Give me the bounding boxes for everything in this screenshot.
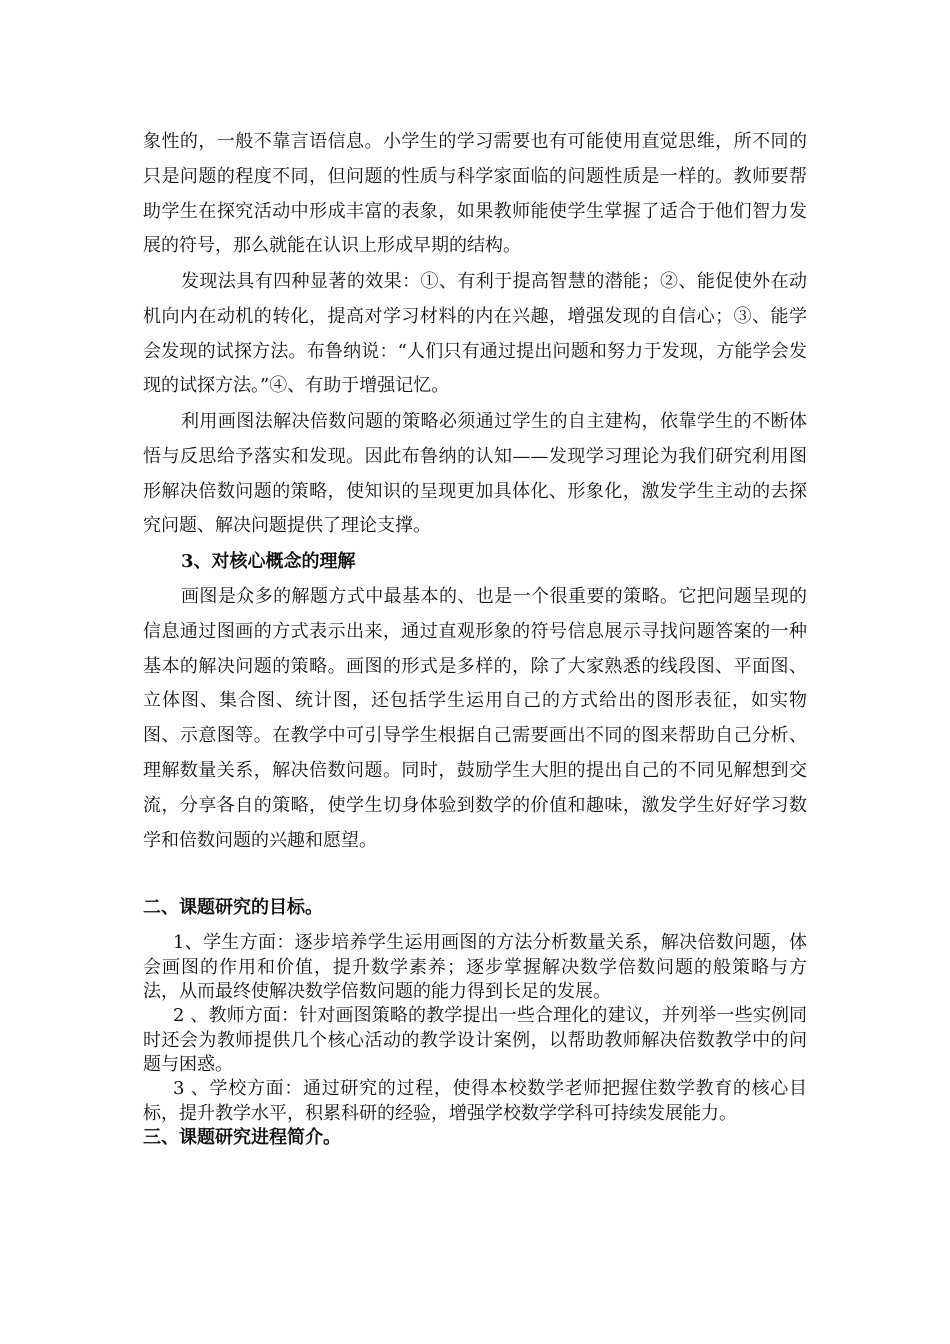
section-heading-progress: 三、课题研究进程简介。 [143,1127,341,1148]
paragraph-discovery-effects: 发现法具有四种显著的效果：①、有利于提高智慧的潜能；②、能促使外在动机向内在动机的转化，提高对学习材料的内在兴趣，增强发现的自信心；③、能学会发现的试探方法。布鲁纳说：“人们只有通过提出问题和努力于发现，方能学会发现的试探方法。”④、有助于增强记忆。 [143,271,807,397]
paragraph-drawing-strategy: 利用画图法解决倍数问题的策略必须通过学生的自主建构，依靠学生的不断体悟与反思给予落实和发现。因此布鲁纳的认知——发现学习理论为我们研究利用图形解决倍数问题的策略，使知识的呈现更加具体化、形象化，激发学生主动的去探究问题、解决问题提供了理论支撑。 [143,411,807,537]
goal-school: 3 、学校方面：通过研究的过程，使得本校数学老师把握住数学教育的核心目标，提升教学水平，积累科研的经验，增强学校数学学科可持续发展能力。 [143,1078,807,1124]
goal-students: 1、学生方面：逐步培养学生运用画图的方法分析数量关系，解决倍数问题，体会画图的作用和价值，提升数学素养；逐步掌握解决数学倍数问题的般策略与方法，从而最终使解决数学倍数问题的能力得到长足的发展。 [143,932,807,1002]
subheading-core-concept: 3、对核心概念的理解 [181,551,356,572]
paragraph-core-concept: 画图是众多的解题方式中最基本的、也是一个很重要的策略。它把问题呈现的信息通过图画的方式表示出来，通过直观形象的符号信息展示寻找问题答案的一种基本的解决问题的策略。画图的形式是多样的，除了大家熟悉的线段图、平面图、立体图、集合图、统计图，还包括学生运用自己的方式给出的图形表征，如实物图、示意图等。在教学中可引导学生根据自己需要画出不同的图来帮助自己分析、理解数量关系，解决倍数问题。同时，鼓励学生大胆的提出自己的不同见解想到交流，分享各自的策略，使学生切身体验到数学的价值和趣味，激发学生好好学习数学和倍数问题的兴趣和愿望。 [143,586,807,851]
goal-teachers: 2 、教师方面：针对画图策略的教学提出一些合理化的建议，并列举一些实例同时还会为教师提供几个核心活动的教学设计案例，以帮助教师解决倍数教学中的问题与困惑。 [143,1005,807,1075]
section-heading-goals: 二、课题研究的目标。 [143,897,323,918]
paragraph-intuitive-thinking: 象性的，一般不靠言语信息。小学生的学习需要也有可能使用直觉思维，所不同的只是问题的程度不同，但问题的性质与科学家面临的问题性质是一样的。教师要帮助学生在探究活动中形成丰富的表象，如果教师能使学生掌握了适合于他们智力发展的符号，那么就能在认识上形成早期的结构。 [143,131,807,257]
